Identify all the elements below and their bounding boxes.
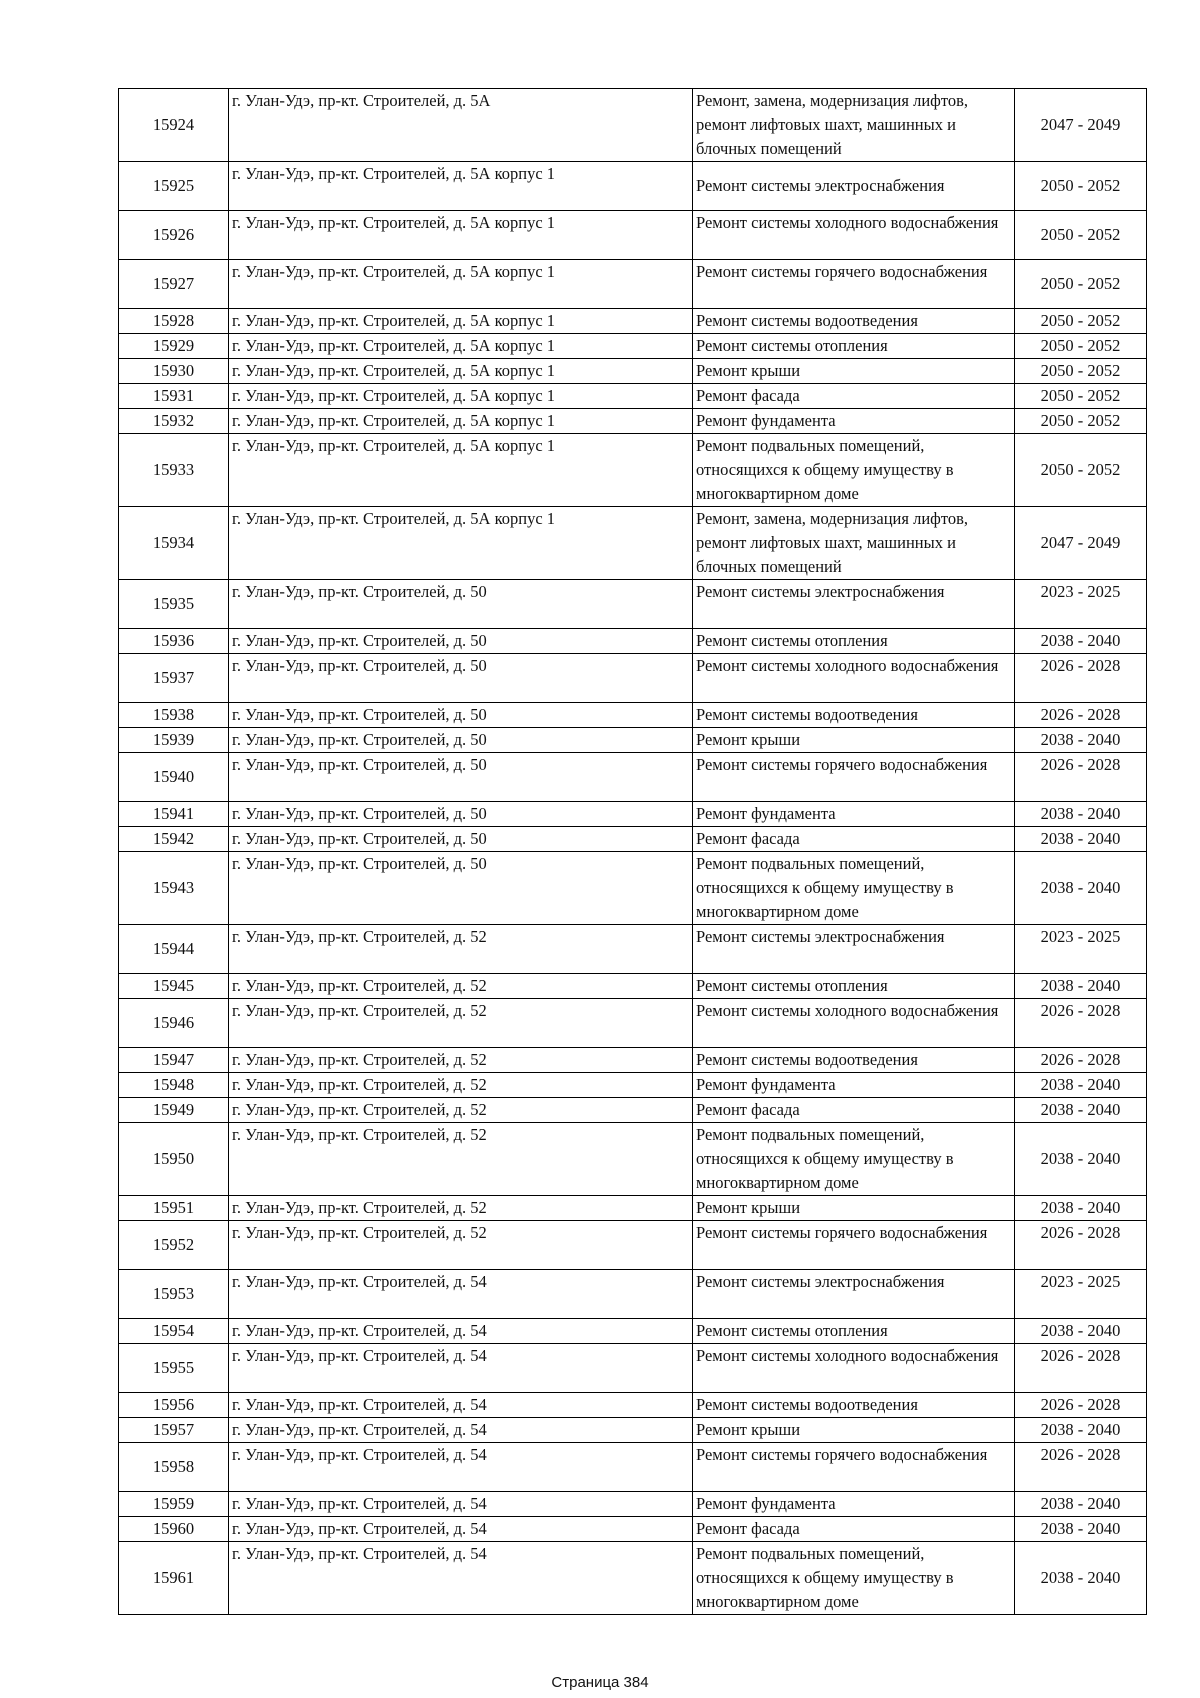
row-number-cell: 15928 (119, 309, 229, 334)
period-cell: 2050 - 2052 (1015, 384, 1147, 409)
table-row (119, 334, 1147, 359)
address-cell: г. Улан-Удэ, пр-кт. Строителей, д. 50 (229, 802, 693, 827)
address-cell: г. Улан-Удэ, пр-кт. Строителей, д. 54 (229, 1393, 693, 1418)
row-number-cell: 15924 (119, 89, 229, 162)
period-cell: 2026 - 2028 (1015, 703, 1147, 728)
address-cell: г. Улан-Удэ, пр-кт. Строителей, д. 52 (229, 1048, 693, 1073)
address-cell: г. Улан-Удэ, пр-кт. Строителей, д. 54 (229, 1443, 693, 1492)
period-cell: 2026 - 2028 (1015, 654, 1147, 703)
row-number-cell: 15953 (119, 1270, 229, 1319)
work-type-cell: Ремонт системы электроснабжения (693, 162, 1015, 211)
work-type-cell: Ремонт фасада (693, 384, 1015, 409)
address-cell: г. Улан-Удэ, пр-кт. Строителей, д. 52 (229, 1196, 693, 1221)
row-number-cell: 15946 (119, 999, 229, 1048)
work-type-cell: Ремонт системы холодного водоснабжения (693, 654, 1015, 703)
address-cell: г. Улан-Удэ, пр-кт. Строителей, д. 5А корпус 1 (229, 162, 693, 211)
period-cell: 2038 - 2040 (1015, 802, 1147, 827)
period-cell: 2038 - 2040 (1015, 1073, 1147, 1098)
period-cell: 2026 - 2028 (1015, 999, 1147, 1048)
table-row (119, 507, 1147, 580)
row-number-cell: 15945 (119, 974, 229, 999)
table-row (119, 1098, 1147, 1123)
work-type-cell: Ремонт системы электроснабжения (693, 925, 1015, 974)
address-cell: г. Улан-Удэ, пр-кт. Строителей, д. 54 (229, 1492, 693, 1517)
address-cell: г. Улан-Удэ, пр-кт. Строителей, д. 5А корпус 1 (229, 359, 693, 384)
address-cell: г. Улан-Удэ, пр-кт. Строителей, д. 50 (229, 852, 693, 925)
address-cell: г. Улан-Удэ, пр-кт. Строителей, д. 52 (229, 999, 693, 1048)
page-number: Страница 384 (551, 1674, 649, 1691)
table-row (119, 1123, 1147, 1196)
table-row (119, 1443, 1147, 1492)
address-cell: г. Улан-Удэ, пр-кт. Строителей, д. 52 (229, 1123, 693, 1196)
table-row (119, 728, 1147, 753)
address-cell: г. Улан-Удэ, пр-кт. Строителей, д. 52 (229, 1073, 693, 1098)
row-number-cell: 15935 (119, 580, 229, 629)
work-type-cell: Ремонт, замена, модернизация лифтов, ремонт лифтовых шахт, машинных и блочных помещений (693, 507, 1015, 580)
work-type-cell: Ремонт подвальных помещений, относящихся к общему имуществу в многоквартирном доме (693, 1542, 1015, 1615)
work-type-cell: Ремонт крыши (693, 728, 1015, 753)
address-cell: г. Улан-Удэ, пр-кт. Строителей, д. 50 (229, 827, 693, 852)
address-cell: г. Улан-Удэ, пр-кт. Строителей, д. 5А корпус 1 (229, 334, 693, 359)
table-row (119, 89, 1147, 162)
work-type-cell: Ремонт системы электроснабжения (693, 580, 1015, 629)
work-type-cell: Ремонт фасада (693, 827, 1015, 852)
period-cell: 2026 - 2028 (1015, 1344, 1147, 1393)
period-cell: 2023 - 2025 (1015, 1270, 1147, 1319)
work-type-cell: Ремонт системы холодного водоснабжения (693, 1344, 1015, 1393)
table-row (119, 1073, 1147, 1098)
row-number-cell: 15948 (119, 1073, 229, 1098)
work-type-cell: Ремонт системы отопления (693, 629, 1015, 654)
table-row (119, 703, 1147, 728)
work-type-cell: Ремонт фундамента (693, 1492, 1015, 1517)
row-number-cell: 15957 (119, 1418, 229, 1443)
period-cell: 2050 - 2052 (1015, 434, 1147, 507)
address-cell: г. Улан-Удэ, пр-кт. Строителей, д. 52 (229, 925, 693, 974)
period-cell: 2050 - 2052 (1015, 359, 1147, 384)
work-type-cell: Ремонт крыши (693, 359, 1015, 384)
work-type-cell: Ремонт подвальных помещений, относящихся к общему имуществу в многоквартирном доме (693, 434, 1015, 507)
table-row (119, 1492, 1147, 1517)
address-cell: г. Улан-Удэ, пр-кт. Строителей, д. 5А корпус 1 (229, 260, 693, 309)
row-number-cell: 15929 (119, 334, 229, 359)
address-cell: г. Улан-Удэ, пр-кт. Строителей, д. 50 (229, 580, 693, 629)
address-cell: г. Улан-Удэ, пр-кт. Строителей, д. 5А корпус 1 (229, 434, 693, 507)
work-type-cell: Ремонт крыши (693, 1196, 1015, 1221)
work-type-cell: Ремонт системы отопления (693, 974, 1015, 999)
table-row (119, 974, 1147, 999)
table-row (119, 852, 1147, 925)
table-row (119, 654, 1147, 703)
period-cell: 2038 - 2040 (1015, 728, 1147, 753)
work-type-cell: Ремонт системы водоотведения (693, 309, 1015, 334)
row-number-cell: 15960 (119, 1517, 229, 1542)
table-row (119, 629, 1147, 654)
work-type-cell: Ремонт системы водоотведения (693, 1048, 1015, 1073)
period-cell: 2038 - 2040 (1015, 1418, 1147, 1443)
work-type-cell: Ремонт системы водоотведения (693, 703, 1015, 728)
table-row (119, 1393, 1147, 1418)
table-row (119, 260, 1147, 309)
period-cell: 2047 - 2049 (1015, 507, 1147, 580)
row-number-cell: 15925 (119, 162, 229, 211)
period-cell: 2026 - 2028 (1015, 1221, 1147, 1270)
address-cell: г. Улан-Удэ, пр-кт. Строителей, д. 5А корпус 1 (229, 211, 693, 260)
work-type-cell: Ремонт системы электроснабжения (693, 1270, 1015, 1319)
work-type-cell: Ремонт системы горячего водоснабжения (693, 1221, 1015, 1270)
table-row (119, 359, 1147, 384)
address-cell: г. Улан-Удэ, пр-кт. Строителей, д. 5А (229, 89, 693, 162)
period-cell: 2047 - 2049 (1015, 89, 1147, 162)
period-cell: 2050 - 2052 (1015, 260, 1147, 309)
table-row (119, 1542, 1147, 1615)
period-cell: 2050 - 2052 (1015, 309, 1147, 334)
address-cell: г. Улан-Удэ, пр-кт. Строителей, д. 5А корпус 1 (229, 507, 693, 580)
table-row (119, 1221, 1147, 1270)
period-cell: 2038 - 2040 (1015, 852, 1147, 925)
row-number-cell: 15947 (119, 1048, 229, 1073)
work-type-cell: Ремонт фундамента (693, 1073, 1015, 1098)
row-number-cell: 15942 (119, 827, 229, 852)
table-row (119, 1270, 1147, 1319)
table-row (119, 434, 1147, 507)
row-number-cell: 15932 (119, 409, 229, 434)
work-type-cell: Ремонт фундамента (693, 409, 1015, 434)
work-type-cell: Ремонт системы отопления (693, 1319, 1015, 1344)
work-type-cell: Ремонт системы отопления (693, 334, 1015, 359)
row-number-cell: 15927 (119, 260, 229, 309)
table-row (119, 827, 1147, 852)
period-cell: 2038 - 2040 (1015, 1098, 1147, 1123)
period-cell: 2038 - 2040 (1015, 1542, 1147, 1615)
period-cell: 2023 - 2025 (1015, 925, 1147, 974)
row-number-cell: 15958 (119, 1443, 229, 1492)
row-number-cell: 15950 (119, 1123, 229, 1196)
period-cell: 2038 - 2040 (1015, 1517, 1147, 1542)
table-row (119, 1319, 1147, 1344)
period-cell: 2038 - 2040 (1015, 1196, 1147, 1221)
row-number-cell: 15936 (119, 629, 229, 654)
period-cell: 2038 - 2040 (1015, 827, 1147, 852)
table-row (119, 162, 1147, 211)
row-number-cell: 15956 (119, 1393, 229, 1418)
address-cell: г. Улан-Удэ, пр-кт. Строителей, д. 50 (229, 753, 693, 802)
row-number-cell: 15955 (119, 1344, 229, 1393)
work-type-cell: Ремонт системы водоотведения (693, 1393, 1015, 1418)
work-type-cell: Ремонт системы горячего водоснабжения (693, 753, 1015, 802)
period-cell: 2050 - 2052 (1015, 162, 1147, 211)
row-number-cell: 15954 (119, 1319, 229, 1344)
table-row (119, 753, 1147, 802)
table-row (119, 1048, 1147, 1073)
table-row (119, 802, 1147, 827)
period-cell: 2023 - 2025 (1015, 580, 1147, 629)
row-number-cell: 15961 (119, 1542, 229, 1615)
work-type-cell: Ремонт фасада (693, 1098, 1015, 1123)
row-number-cell: 15930 (119, 359, 229, 384)
address-cell: г. Улан-Удэ, пр-кт. Строителей, д. 54 (229, 1542, 693, 1615)
work-type-cell: Ремонт системы холодного водоснабжения (693, 211, 1015, 260)
address-cell: г. Улан-Удэ, пр-кт. Строителей, д. 50 (229, 654, 693, 703)
row-number-cell: 15951 (119, 1196, 229, 1221)
period-cell: 2038 - 2040 (1015, 1319, 1147, 1344)
row-number-cell: 15941 (119, 802, 229, 827)
address-cell: г. Улан-Удэ, пр-кт. Строителей, д. 54 (229, 1270, 693, 1319)
table-row (119, 1344, 1147, 1393)
address-cell: г. Улан-Удэ, пр-кт. Строителей, д. 54 (229, 1344, 693, 1393)
work-type-cell: Ремонт подвальных помещений, относящихся к общему имуществу в многоквартирном доме (693, 852, 1015, 925)
table-row (119, 925, 1147, 974)
address-cell: г. Улан-Удэ, пр-кт. Строителей, д. 5А корпус 1 (229, 409, 693, 434)
table-row (119, 1418, 1147, 1443)
row-number-cell: 15943 (119, 852, 229, 925)
period-cell: 2026 - 2028 (1015, 1443, 1147, 1492)
row-number-cell: 15949 (119, 1098, 229, 1123)
work-type-cell: Ремонт подвальных помещений, относящихся к общему имуществу в многоквартирном доме (693, 1123, 1015, 1196)
address-cell: г. Улан-Удэ, пр-кт. Строителей, д. 52 (229, 1221, 693, 1270)
address-cell: г. Улан-Удэ, пр-кт. Строителей, д. 50 (229, 629, 693, 654)
row-number-cell: 15944 (119, 925, 229, 974)
table-body (119, 89, 1147, 1615)
address-cell: г. Улан-Удэ, пр-кт. Строителей, д. 52 (229, 1098, 693, 1123)
period-cell: 2050 - 2052 (1015, 334, 1147, 359)
work-type-cell: Ремонт фасада (693, 1517, 1015, 1542)
period-cell: 2026 - 2028 (1015, 753, 1147, 802)
row-number-cell: 15939 (119, 728, 229, 753)
row-number-cell: 15959 (119, 1492, 229, 1517)
period-cell: 2038 - 2040 (1015, 974, 1147, 999)
address-cell: г. Улан-Удэ, пр-кт. Строителей, д. 50 (229, 703, 693, 728)
address-cell: г. Улан-Удэ, пр-кт. Строителей, д. 54 (229, 1517, 693, 1542)
row-number-cell: 15926 (119, 211, 229, 260)
repair-schedule-table (118, 88, 1147, 1615)
row-number-cell: 15937 (119, 654, 229, 703)
period-cell: 2026 - 2028 (1015, 1048, 1147, 1073)
address-cell: г. Улан-Удэ, пр-кт. Строителей, д. 52 (229, 974, 693, 999)
table-row (119, 999, 1147, 1048)
period-cell: 2038 - 2040 (1015, 1492, 1147, 1517)
row-number-cell: 15952 (119, 1221, 229, 1270)
address-cell: г. Улан-Удэ, пр-кт. Строителей, д. 5А корпус 1 (229, 384, 693, 409)
row-number-cell: 15933 (119, 434, 229, 507)
address-cell: г. Улан-Удэ, пр-кт. Строителей, д. 50 (229, 728, 693, 753)
work-type-cell: Ремонт фундамента (693, 802, 1015, 827)
row-number-cell: 15938 (119, 703, 229, 728)
address-cell: г. Улан-Удэ, пр-кт. Строителей, д. 54 (229, 1319, 693, 1344)
period-cell: 2038 - 2040 (1015, 1123, 1147, 1196)
table-row (119, 309, 1147, 334)
table-row (119, 580, 1147, 629)
period-cell: 2026 - 2028 (1015, 1393, 1147, 1418)
table-row (119, 211, 1147, 260)
work-type-cell: Ремонт, замена, модернизация лифтов, ремонт лифтовых шахт, машинных и блочных помещений (693, 89, 1015, 162)
address-cell: г. Улан-Удэ, пр-кт. Строителей, д. 54 (229, 1418, 693, 1443)
table-row (119, 384, 1147, 409)
work-type-cell: Ремонт крыши (693, 1418, 1015, 1443)
row-number-cell: 15940 (119, 753, 229, 802)
table-row (119, 1517, 1147, 1542)
period-cell: 2050 - 2052 (1015, 409, 1147, 434)
table-row (119, 1196, 1147, 1221)
period-cell: 2038 - 2040 (1015, 629, 1147, 654)
work-type-cell: Ремонт системы горячего водоснабжения (693, 260, 1015, 309)
period-cell: 2050 - 2052 (1015, 211, 1147, 260)
work-type-cell: Ремонт системы холодного водоснабжения (693, 999, 1015, 1048)
address-cell: г. Улан-Удэ, пр-кт. Строителей, д. 5А корпус 1 (229, 309, 693, 334)
row-number-cell: 15931 (119, 384, 229, 409)
table-row (119, 409, 1147, 434)
work-type-cell: Ремонт системы горячего водоснабжения (693, 1443, 1015, 1492)
row-number-cell: 15934 (119, 507, 229, 580)
